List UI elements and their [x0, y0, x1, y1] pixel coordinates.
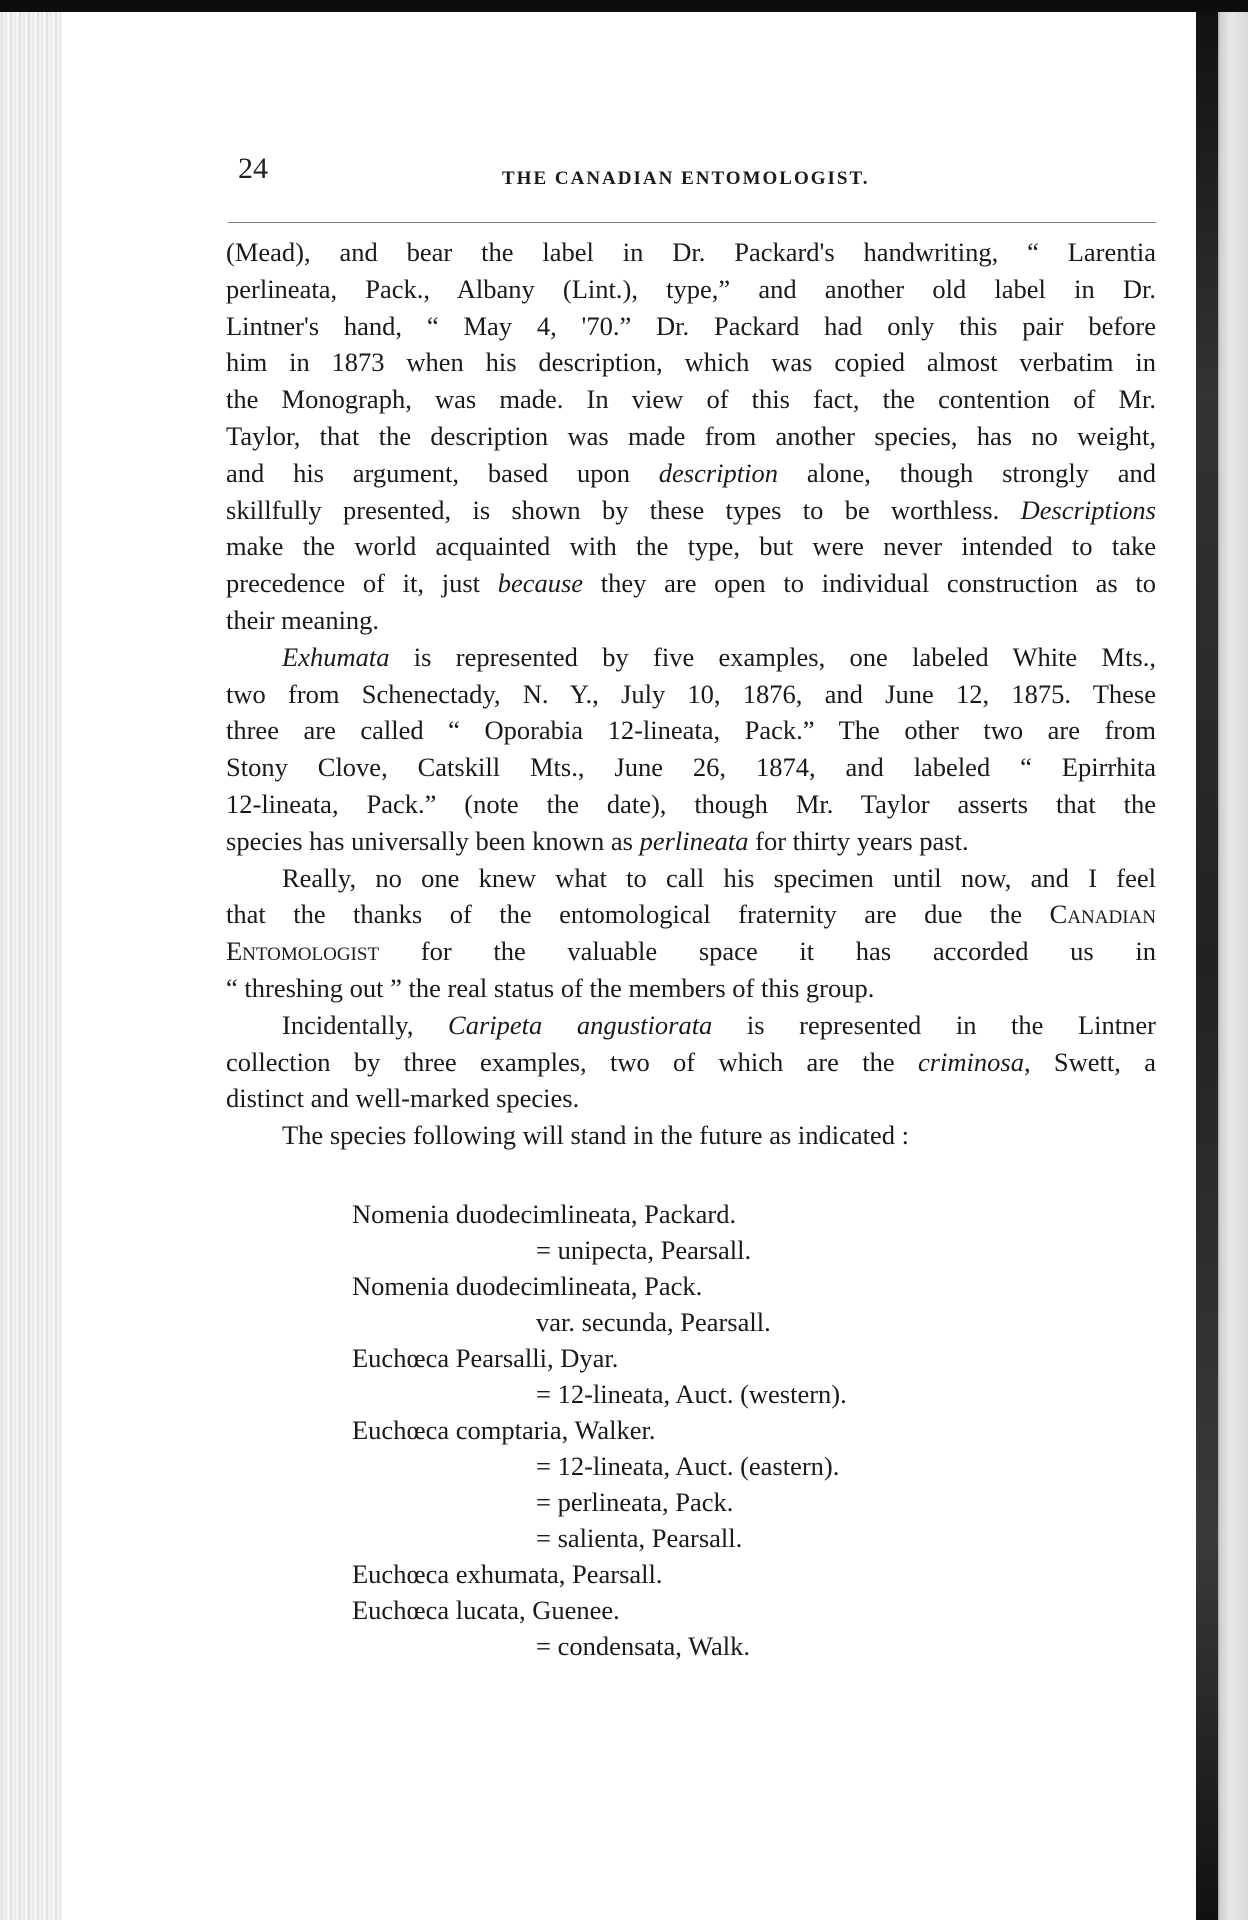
text-run: that the thanks of the entomological fraternity are due the	[226, 899, 1050, 930]
text-run: species has universally been known as	[226, 825, 640, 856]
species-synonym: = unipecta, Pearsall.	[536, 1235, 752, 1265]
text-line: him in 1873 when his description, which was copied almost verbatim in	[226, 347, 1156, 378]
text-run: skillfully presented, is shown by these types to be worthless.	[226, 494, 1021, 525]
species-synonym: = salienta, Pearsall.	[536, 1523, 743, 1553]
page-right-shadow	[1196, 12, 1218, 1920]
paragraph-5	[226, 1117, 1156, 1154]
page-number: 24	[238, 152, 268, 185]
species-list	[226, 1196, 1156, 1664]
text-line	[226, 823, 1156, 860]
text-line: three are called “ Oporabia 12-lineata, Pack.” The other two are from	[226, 715, 1156, 746]
page-binding-edge	[0, 12, 62, 1920]
paragraph-1	[226, 234, 1156, 639]
species-name: Nomenia duodecimlineata, Pack.	[352, 1271, 703, 1301]
text-run: collection by three examples, two of which are the	[226, 1046, 918, 1077]
text-run: for thirty years past.	[748, 825, 969, 856]
text-run: , Swett, a	[1023, 1046, 1156, 1077]
species-synonym: = condensata, Walk.	[536, 1631, 750, 1661]
paragraph-2	[226, 639, 1156, 860]
text-line: Taylor, that the description was made from another species, has no weight,	[226, 420, 1156, 451]
text-line	[226, 455, 1156, 492]
text-run: and his argument, based upon	[226, 457, 659, 488]
text-run: for the valuable space it has accorded us in	[379, 936, 1156, 967]
text-line: Lintner's hand, “ May 4, '70.” Dr. Packard had only this pair before	[226, 310, 1156, 341]
scan-top-border	[0, 0, 1248, 12]
species-name: Euchœca comptaria, Walker.	[352, 1415, 656, 1445]
species-synonym: = 12-lineata, Auct. (western).	[536, 1379, 847, 1409]
text-run: Incidentally,	[282, 1009, 449, 1040]
species-name: Euchœca Pearsalli, Dyar.	[352, 1343, 619, 1373]
text-line	[226, 492, 1156, 529]
body-text	[226, 234, 1156, 1154]
italic-term: perlineata	[639, 825, 749, 856]
text-line: their meaning.	[226, 604, 380, 635]
italic-term: Descriptions	[1020, 494, 1156, 525]
italic-term: Exhumata	[282, 641, 390, 672]
header-rule	[228, 222, 1156, 223]
small-caps-term: Canadian	[1049, 899, 1156, 930]
text-line: perlineata, Pack., Albany (Lint.), type,” and another old label in Dr.	[226, 273, 1156, 304]
text-line	[226, 1044, 1156, 1081]
italic-term: because	[497, 568, 584, 599]
running-head: THE CANADIAN ENTOMOLOGIST.	[502, 168, 870, 189]
species-name: Nomenia duodecimlineata, Packard.	[352, 1199, 737, 1229]
paragraph-3	[226, 860, 1156, 1007]
text-run: alone, though strongly and	[778, 457, 1157, 488]
italic-term: criminosa	[917, 1046, 1024, 1077]
text-line	[226, 1007, 1156, 1044]
text-line	[226, 565, 1156, 602]
species-name: Euchœca lucata, Guenee.	[352, 1595, 620, 1625]
italic-term: Caripeta angustiorata	[448, 1009, 713, 1040]
text-line: The species following will stand in the future as indicated :	[282, 1120, 910, 1151]
paragraph-4	[226, 1007, 1156, 1117]
species-synonym: = 12-lineata, Auct. (eastern).	[536, 1451, 840, 1481]
text-line: distinct and well-marked species.	[226, 1083, 580, 1114]
species-synonym: = perlineata, Pack.	[536, 1487, 734, 1517]
text-line	[226, 896, 1156, 933]
text-line: Stony Clove, Catskill Mts., June 26, 1874, and labeled “ Epirrhita	[226, 752, 1156, 783]
text-line: make the world acquainted with the type, but were never intended to take	[226, 531, 1156, 562]
text-run: is represented by five examples, one labeled White Mts.,	[389, 641, 1156, 672]
species-synonym: var. secunda, Pearsall.	[536, 1307, 771, 1337]
text-line	[226, 639, 1156, 676]
text-line: Really, no one knew what to call his specimen until now, and I feel	[282, 862, 1156, 893]
text-line: “ threshing out ” the real status of the members of this group.	[226, 972, 875, 1003]
text-line: 12-lineata, Pack.” (note the date), though Mr. Taylor asserts that the	[226, 788, 1156, 819]
text-line	[226, 933, 1156, 970]
small-caps-term: Entomologist	[226, 936, 380, 967]
text-run: precedence of it, just	[226, 568, 498, 599]
text-run: is represented in the Lintner	[712, 1009, 1156, 1040]
text-line: (Mead), and bear the label in Dr. Packard's handwriting, “ Larentia	[226, 237, 1156, 267]
species-name: Euchœca exhumata, Pearsall.	[352, 1559, 663, 1589]
text-line: two from Schenectady, N. Y., July 10, 1876, and June 12, 1875. These	[226, 678, 1156, 709]
text-line: the Monograph, was made. In view of this fact, the contention of Mr.	[226, 384, 1156, 415]
italic-term: description	[658, 457, 779, 488]
text-run: they are open to individual construction as to	[583, 568, 1156, 599]
